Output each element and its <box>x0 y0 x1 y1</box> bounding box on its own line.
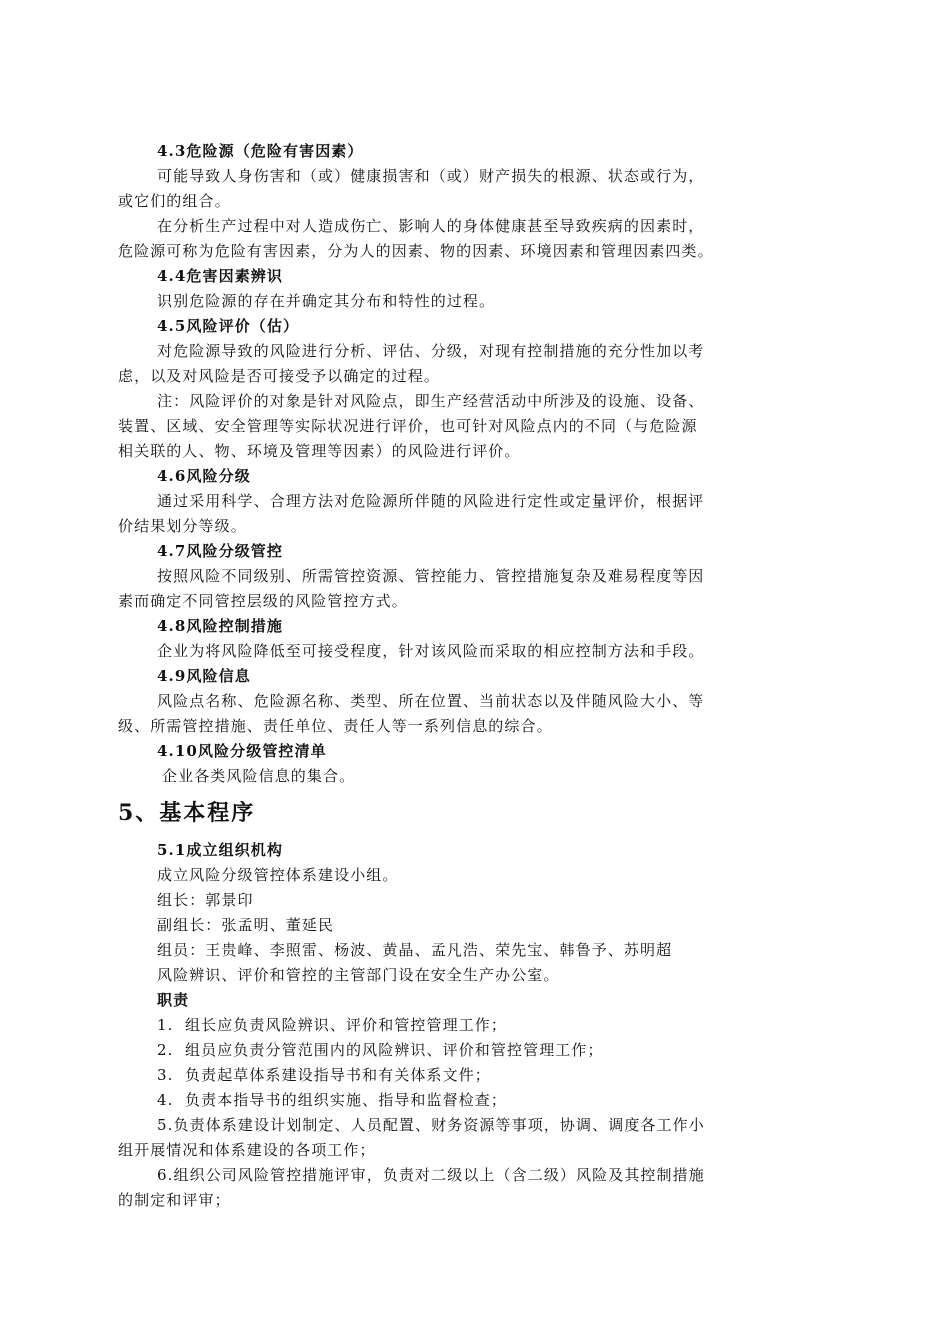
duty-item-4-number: 4. <box>157 1091 174 1109</box>
duty-item-3-text: 负责起草体系建设指导书和有关体系文件； <box>185 1066 491 1084</box>
section-4-7-paragraph-line-1: 按照风险不同级别、所需管控资源、管控能力、管控措施复杂及难易程度等因 <box>157 567 705 585</box>
duty-item-5-line-1: 5.负责体系建设计划制定、人员配置、财务资源等事项，协调、调度各工作小 <box>157 1116 705 1134</box>
duty-item-4 <box>157 1090 828 1110</box>
section-4-7-heading: 4.7风险分级管控 <box>157 542 283 560</box>
section-4-10-paragraph: 企业各类风险信息的集合。 <box>162 767 356 785</box>
section-4-3-paragraph-2-line-1: 在分析生产过程中对人造成伤亡、影响人的身体健康甚至导致疾病的因素时， <box>157 217 705 235</box>
section-4-3-heading: 4.3危险源（危险有害因素） <box>157 142 364 160</box>
section-4-6-heading: 4.6风险分级 <box>157 467 251 485</box>
section-4-5-paragraph-line-2: 虑，以及对风险是否可接受予以确定的过程。 <box>118 367 441 385</box>
section-4-7-paragraph-line-2: 素而确定不同管控层级的风险管控方式。 <box>118 592 408 610</box>
duty-item-4-text: 负责本指导书的组织实施、指导和监督检查； <box>185 1091 508 1109</box>
section-4-6-paragraph-line-2: 价结果划分等级。 <box>118 517 247 535</box>
duty-item-1-text: 组长应负责风险辨识、评价和管控管理工作； <box>185 1016 508 1034</box>
section-5-1-heading: 5.1成立组织机构 <box>157 841 283 859</box>
duty-item-6-line-2: 的制定和评审； <box>118 1191 231 1209</box>
section-5-1-paragraph: 成立风险分级管控体系建设小组。 <box>157 866 399 884</box>
section-4-3-paragraph-2-line-2: 危险源可称为危险有害因素，分为人的因素、物的因素、环境因素和管理因素四类。 <box>118 242 714 260</box>
duty-item-5-line-2: 组开展情况和体系建设的各项工作； <box>118 1141 376 1159</box>
section-4-5-note-line-3: 相关联的人、物、环境及管理等因素）的风险进行评价。 <box>118 442 521 460</box>
section-4-9-heading: 4.9风险信息 <box>157 667 251 685</box>
section-4-5-note-line-2: 装置、区域、安全管理等实际状况进行评价，也可针对风险点内的不同（与危险源 <box>118 417 698 435</box>
section-5-heading: 5、基本程序 <box>118 800 256 826</box>
duty-item-2-number: 2. <box>157 1041 174 1059</box>
section-4-5-paragraph-line-1: 对危险源导致的风险进行分析、评估、分级，对现有控制措施的充分性加以考 <box>157 342 705 360</box>
section-4-9-paragraph-line-1: 风险点名称、危险源名称、类型、所在位置、当前状态以及伴随风险大小、等 <box>157 692 705 710</box>
section-4-5-heading: 4.5风险评价（估） <box>157 317 300 335</box>
section-4-4-paragraph: 识别危险源的存在并确定其分布和特性的过程。 <box>157 292 496 310</box>
duties-title: 职责 <box>157 991 190 1009</box>
duty-item-3 <box>157 1065 828 1085</box>
duty-item-2-text: 组员应负责分管范围内的风险辨识、评价和管控管理工作； <box>185 1041 604 1059</box>
duty-item-1-number: 1. <box>157 1016 174 1034</box>
duty-item-6-line-1: 6.组织公司风险管控措施评审，负责对二级以上（含二级）风险及其控制措施 <box>157 1166 705 1184</box>
duty-item-2 <box>157 1040 828 1060</box>
section-5-1-leader: 组长：郭景印 <box>157 891 254 909</box>
duty-item-3-number: 3. <box>157 1066 174 1084</box>
section-4-10-heading: 4.10风险分级管控清单 <box>157 742 327 760</box>
section-4-8-paragraph: 企业为将风险降低至可接受程度，针对该风险而采取的相应控制方法和手段。 <box>157 642 705 660</box>
section-4-8-heading: 4.8风险控制措施 <box>157 617 283 635</box>
duty-item-1 <box>157 1015 828 1035</box>
section-5-1-vice-leader: 副组长：张孟明、董延民 <box>157 916 335 934</box>
section-5-1-members: 组员：王贵峰、李照雷、杨波、黄晶、孟凡浩、荣先宝、韩鲁予、苏明超 <box>157 941 673 959</box>
section-4-3-paragraph-1-line-1: 可能导致人身伤害和（或）健康损害和（或）财产损失的根源、状态或行为， <box>157 167 705 185</box>
section-4-9-paragraph-line-2: 级、所需管控措施、责任单位、责任人等一系列信息的综合。 <box>118 717 553 735</box>
section-4-6-paragraph-line-1: 通过采用科学、合理方法对危险源所伴随的风险进行定性或定量评价，根据评 <box>157 492 705 510</box>
section-5-1-department: 风险辨识、评价和管控的主管部门设在安全生产办公室。 <box>157 966 560 984</box>
section-4-5-note-line-1: 注：风险评价的对象是针对风险点，即生产经营活动中所涉及的设施、设备、 <box>157 392 705 410</box>
section-4-3-paragraph-1-line-2: 或它们的组合。 <box>118 192 231 210</box>
section-4-4-heading: 4.4危害因素辨识 <box>157 267 283 285</box>
